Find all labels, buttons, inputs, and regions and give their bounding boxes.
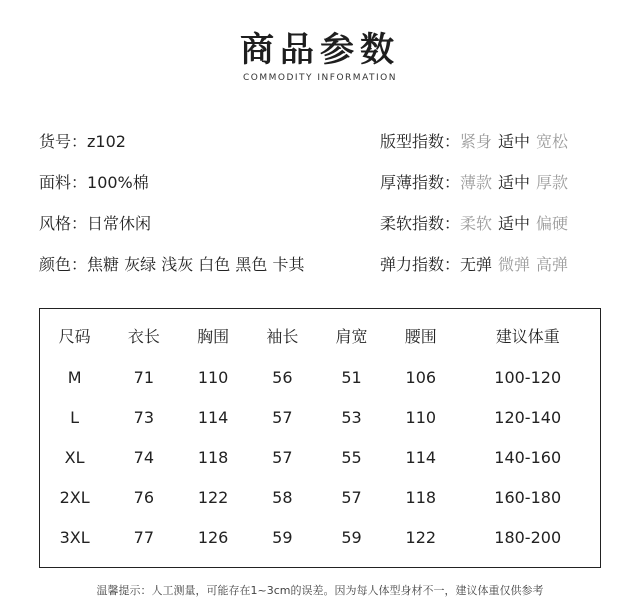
index-option: 厚款: [536, 173, 569, 192]
spec-fit-index: [380, 128, 620, 169]
index-option: 微弹: [498, 255, 531, 274]
table-row: [40, 477, 600, 517]
table-row: [40, 517, 600, 557]
table-row: [40, 397, 600, 437]
spec-value: 100%棉: [87, 173, 149, 192]
basic-specs: [39, 128, 369, 292]
spec-elasticity-index: [380, 251, 620, 292]
spec-key: 货号：: [39, 132, 88, 151]
footnote: 温馨提示：人工测量，可能存在1~3cm的误差。因为每人体型身材不一，建议体重仅供参考: [96, 584, 544, 597]
spec-key: 弹力指数：: [380, 255, 461, 274]
page-title: 商品参数: [240, 30, 400, 70]
table-cell: 53: [341, 407, 362, 427]
index-option: 高弹: [536, 255, 569, 274]
index-option: 宽松: [536, 132, 569, 151]
spec-value: z102: [87, 132, 126, 151]
column-header: 衣长: [127, 326, 160, 346]
table-cell: 76: [133, 487, 155, 507]
table-cell: 120-140: [494, 407, 562, 427]
index-option: 薄款: [460, 173, 493, 192]
table-cell: 57: [341, 487, 362, 507]
table-cell: 59: [341, 527, 362, 547]
index-option: 无弹: [460, 255, 493, 274]
table-cell: 71: [133, 367, 155, 387]
table-cell: 126: [197, 527, 229, 547]
spec-key: 厚薄指数：: [380, 173, 461, 192]
index-option: 适中: [498, 214, 531, 233]
size-table: [40, 313, 600, 557]
spec-value: 日常休闲: [87, 214, 152, 233]
spec-colors: [39, 251, 369, 292]
index-option: 偏硬: [536, 214, 569, 233]
table-cell: 180-200: [494, 527, 562, 547]
index-option: 适中: [498, 132, 531, 151]
page-subtitle: COMMODITY INFORMATION: [242, 73, 397, 83]
table-row: [40, 437, 600, 477]
table-cell: 58: [272, 487, 293, 507]
table-cell: 100-120: [494, 367, 562, 387]
spec-thickness-index: [380, 169, 620, 210]
column-header: 尺码: [58, 326, 91, 346]
table-cell: 74: [133, 447, 155, 467]
table-cell: 118: [405, 487, 437, 507]
column-header: 肩宽: [335, 326, 368, 346]
column-header: 腰围: [404, 326, 437, 346]
size-cell: XL: [64, 447, 85, 467]
table-cell: 77: [133, 527, 155, 547]
column-header: 袖长: [266, 326, 299, 346]
spec-style: [39, 210, 369, 251]
spec-key: 面料：: [39, 173, 88, 192]
spec-key: 版型指数：: [380, 132, 461, 151]
spec-softness-index: [380, 210, 620, 251]
table-cell: 140-160: [494, 447, 562, 467]
table-cell: 57: [272, 407, 293, 427]
table-row: [40, 357, 600, 397]
column-header: 胸围: [197, 326, 230, 346]
size-cell: M: [67, 367, 82, 387]
spec-value: 焦糖 灰绿 浅灰 白色 黑色 卡其: [87, 255, 305, 274]
spec-key: 风格：: [39, 214, 88, 233]
table-cell: 114: [197, 407, 229, 427]
table-cell: 110: [197, 367, 229, 387]
table-cell: 122: [197, 487, 229, 507]
table-cell: 106: [405, 367, 437, 387]
size-cell: 3XL: [59, 527, 90, 547]
table-header-row: [40, 313, 600, 357]
table-cell: 51: [341, 367, 362, 387]
index-option: 适中: [498, 173, 531, 192]
table-cell: 55: [341, 447, 362, 467]
size-cell: 2XL: [59, 487, 90, 507]
spec-fabric: [39, 169, 369, 210]
table-cell: 160-180: [494, 487, 562, 507]
table-cell: 122: [405, 527, 437, 547]
column-header: 建议体重: [495, 326, 560, 346]
index-option: 紧身: [460, 132, 493, 151]
table-cell: 57: [272, 447, 293, 467]
table-cell: 118: [197, 447, 229, 467]
size-table-frame: [39, 308, 601, 568]
index-specs: [380, 128, 620, 292]
table-cell: 59: [272, 527, 293, 547]
size-cell: L: [70, 407, 80, 427]
table-cell: 110: [405, 407, 437, 427]
table-cell: 56: [272, 367, 293, 387]
spec-key: 颜色：: [39, 255, 88, 274]
spec-key: 柔软指数：: [380, 214, 461, 233]
table-cell: 73: [133, 407, 155, 427]
table-cell: 114: [405, 447, 437, 467]
spec-item-number: [39, 128, 369, 169]
index-option: 柔软: [460, 214, 493, 233]
